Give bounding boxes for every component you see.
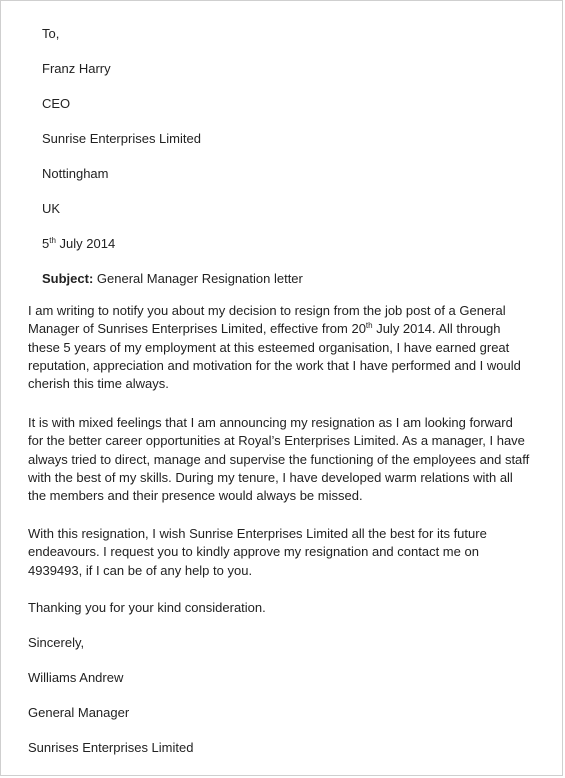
- paragraph-line: these 5 years of my employment at this esteemed organisation, I have earned great: [28, 339, 510, 355]
- date-ordinal: th: [49, 236, 56, 245]
- recipient-country: UK: [42, 201, 61, 216]
- paragraph-line: for the better career opportunities at Royal’s Enterprises Limited. As a manager, I have: [28, 433, 525, 449]
- recipient-company: Sunrise Enterprises Limited: [42, 131, 201, 146]
- paragraph-line: with the best of my skills. During my tenure, I have developed warm relations with all: [28, 469, 513, 485]
- recipient-title: CEO: [42, 96, 71, 111]
- paragraph-line: With this resignation, I wish Sunrise Enterprises Limited all the best for its future: [28, 526, 487, 541]
- recipient-name: Franz Harry: [42, 61, 111, 76]
- paragraph-line: reputation, appreciation and motivation for the work that I have performed and I would: [28, 357, 521, 373]
- recipient-city: Nottingham: [42, 166, 109, 181]
- paragraph-2: [28, 414, 548, 505]
- paragraph-line: endeavours. I request you to kindly approve my resignation and contact me on: [28, 544, 479, 560]
- sender-company: Sunrises Enterprises Limited: [28, 740, 194, 755]
- salutation: To,: [42, 26, 60, 41]
- paragraph-3: [28, 525, 548, 580]
- paragraph-line: cherish this time always.: [28, 376, 169, 392]
- paragraph-1: [28, 302, 548, 393]
- paragraph-line: It is with mixed feelings that I am announcing my resignation as I am looking forward: [28, 415, 513, 430]
- paragraph-line: Manager of Sunrises Enterprises Limited, effective from 20th July 2014. All through: [28, 321, 501, 337]
- paragraph-line: the members and their presence would always be missed.: [28, 488, 363, 504]
- paragraph-line: 4939493, if I can be of any help to you.: [28, 562, 253, 578]
- date-day: 5: [42, 236, 50, 251]
- letter-date: [42, 236, 115, 252]
- paragraph-line: always tried to direct, manage and supervise the functioning of the employees and staff: [28, 451, 530, 467]
- subject-label: Subject:: [42, 271, 94, 286]
- date-rest: July 2014: [55, 236, 116, 251]
- sender-name: Williams Andrew: [28, 670, 124, 685]
- subject-line: [42, 271, 303, 287]
- paragraph-line: I am writing to notify you about my decision to resign from the job post of a General: [28, 303, 506, 318]
- sign-off: Sincerely,: [28, 635, 85, 650]
- sender-title: General Manager: [28, 705, 130, 720]
- paragraph-4: Thanking you for your kind consideration.: [28, 600, 266, 615]
- subject-text: General Manager Resignation letter: [93, 271, 303, 286]
